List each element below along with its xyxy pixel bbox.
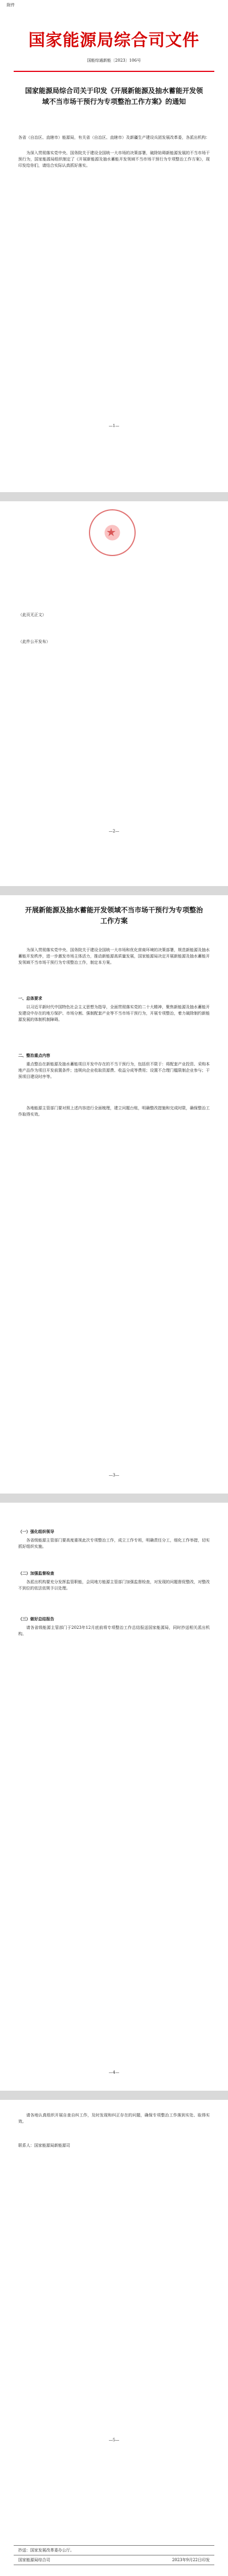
issue-date: 2023年9月22日印发 [172, 2558, 210, 2562]
section-body: 各地能源主管部门要对照上述内容进行全面梳理，建立问题台账，明确整改措施和完成时限，确保整治工作取得实效。 [18, 1106, 210, 1117]
document-page-3 [0, 895, 228, 1494]
section-body: 请各省级能源主管部门于2023年12月底前将专项整治工作总结报送国家能源局，同时抄送相关派出机构。 [18, 1625, 210, 1636]
page-number: —2— [108, 829, 120, 834]
section-body: 以习近平新时代中国特色社会主义思想为指导，全面贯彻落实党的二十大精神，聚焦新能源及抽水蓄能开发建设中存在的地方保护、市场分割、强制配套产业等不当市场干预行为，开展专项整治，着力破除制约新能源发展的体制机制障碍。 [18, 1005, 210, 1022]
closing-paragraph: 请各地认真组织开展自查自纠工作，及时发现和纠正存在的问题，确保专项整治工作落到实处、取得实效。 [18, 2113, 210, 2124]
notice-body: 为深入贯彻落实党中央、国务院关于建设全国统一大市场的决策部署，破除妨碍新能源发展的不当市场干预行为，国家能源局组织制定了《开展新能源及抽水蓄能开发领域不当市场干预行为专项整治工作方案》，现印发给你们，请结合实际认真抓好落实。 [18, 151, 210, 168]
document-page-4 [0, 1503, 228, 2091]
document-number: 国能综通新能〔2023〕106号 [87, 58, 141, 63]
notice-heading: 国家能源局综合司关于印发《开展新能源及抽水蓄能开发领域不当市场干预行为专项整治工作方案》的通知 [25, 87, 203, 106]
section-title: 二、整治重点内容 [18, 1053, 50, 1058]
addressee: 各省（自治区、直辖市）能源局，有关省（自治区、直辖市）及新疆生产建设兵团发展改革委，各派出机构： [18, 135, 210, 140]
public-note: （此件公开发布） [18, 639, 50, 644]
page-number: —3— [108, 1473, 120, 1478]
section-title: 一、总体要求 [18, 996, 42, 1001]
footer-rule [14, 2545, 214, 2546]
corner-label: 附件 [7, 3, 15, 7]
official-seal-icon [89, 509, 136, 556]
page-note: （此页无正文） [18, 613, 46, 617]
document-page-5 [0, 2100, 228, 2576]
plan-heading: 开展新能源及抽水蓄能开发领域不当市场干预行为专项整治工作方案 [25, 906, 203, 925]
document-page-1 [0, 0, 228, 492]
red-rule [14, 71, 214, 72]
section-body: 各派出机构要充分发挥监管职能，会同地方能源主管部门加强监督检查，对发现的问题督促整改，对整改不到位的依法依规予以处理。 [18, 1580, 210, 1591]
page-number: —5— [108, 2438, 120, 2442]
section-body: 各省级能源主管部门要高度重视此次专项整治工作，成立工作专班，明确责任分工，细化工作举措，切实抓好组织实施。 [18, 1538, 210, 1549]
page-number: —1— [108, 424, 120, 428]
section-title: （二）加强监督检查 [18, 1571, 54, 1576]
section-title: （三）做好总结报告 [18, 1616, 54, 1621]
page-number: —4— [108, 2070, 120, 2075]
document-page-2 [0, 501, 228, 886]
document-title: 国家能源局综合司文件 [28, 30, 199, 50]
issuing-office: 国家能源局综合司 [18, 2558, 50, 2562]
contact-label: 联系人：国家能源局新能源司 [18, 2143, 70, 2148]
section-title: （一）强化组织领导 [18, 1529, 54, 1534]
section-body: 重点整治在新能源及抽水蓄能项目开发中存在的不当干预行为，包括但不限于：将配套产业投资、采购本地产品作为项目开发前置条件；违规向企业收取资源费、收益分成等费用；设置不合理门槛限制企业参与；干预项目建设时序等。 [18, 1062, 210, 1079]
plan-intro: 为深入贯彻落实党中央、国务院关于建设全国统一大市场和优化营商环境的决策部署，规范新能源及抽水蓄能开发秩序，进一步激发市场主体活力，推动新能源高质量发展，国家能源局决定开展新能源及抽水蓄能开发领域不当市场干预行为专项整治工作，制定本方案。 [18, 948, 210, 965]
footer-copy-to: 抄送：国家发展改革委办公厅。 [18, 2548, 74, 2553]
